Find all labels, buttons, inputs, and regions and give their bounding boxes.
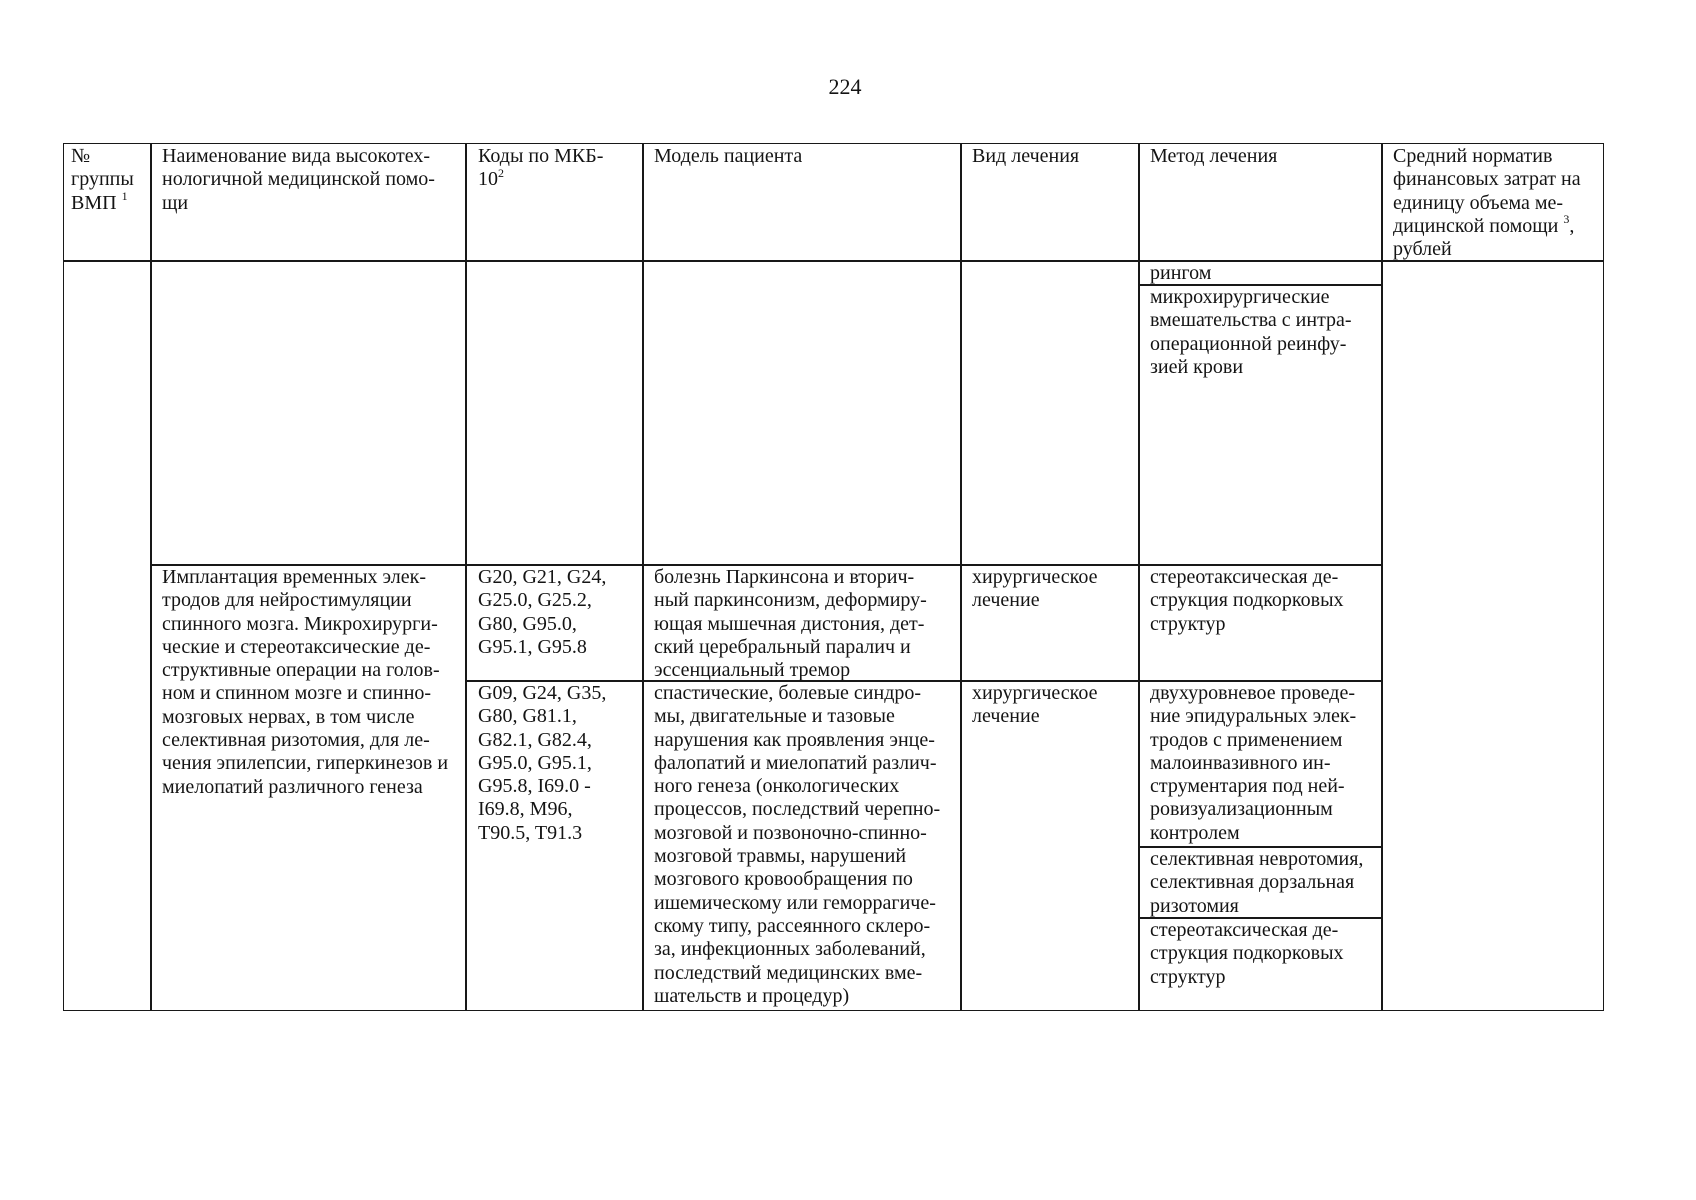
cell-icd10-codes: G09, G24, G35, G80, G81.1, G82.1, G82.4, G95.0, G95.1, G95.8, I69.0 - I69.8, M96, T90.5, T91.3 bbox=[465, 680, 644, 1011]
header-treatment-type: Вид лечения bbox=[960, 143, 1140, 262]
footnote-marker: 2 bbox=[498, 165, 504, 180]
page-number: 224 bbox=[828, 74, 862, 99]
header-avg-cost-standard-label-end: , рублей bbox=[1393, 214, 1575, 261]
cell-care-type-name-continued bbox=[150, 260, 467, 566]
cell-treatment-type-continued bbox=[960, 260, 1140, 566]
footnote-marker: 3 bbox=[1563, 212, 1570, 227]
cell-treatment-method: стереотаксическая де- струкция подкорковых структур bbox=[1138, 564, 1383, 682]
cell-icd10-codes: G20, G21, G24, G25.0, G25.2, G80, G95.0, G95.1, G95.8 bbox=[465, 564, 644, 682]
cell-treatment-type: хирургическое лечение bbox=[960, 680, 1140, 1011]
cell-group-number bbox=[63, 260, 152, 1011]
cell-avg-cost-standard bbox=[1381, 260, 1604, 1011]
cell-care-type-name: Имплантация временных элек- тродов для нейростимуляции спинного мозга. Микрохирурги- ческие и стереотаксические де- структивные операции на голов- ном и спинном мозге и спинно- мозговых нервах, в том числе селективная ризотомия, для ле- чения эпилепсии, гиперкинезов и миелопатий различного генеза bbox=[150, 564, 467, 1011]
cell-patient-model: болезнь Паркинсона и вторич- ный паркинсонизм, деформиру- ющая мышечная дистония, дет- ский церебральный паралич и эссенциальный тремор bbox=[642, 564, 962, 682]
header-group-number-label: № группы ВМП bbox=[71, 145, 134, 214]
header-icd10-codes-label: Коды по МКБ- 10 bbox=[478, 145, 604, 191]
cell-treatment-method: стереотаксическая де- струкция подкорковых структур bbox=[1138, 917, 1383, 1011]
footnote-marker: 1 bbox=[121, 188, 128, 203]
cell-icd10-codes-continued bbox=[465, 260, 644, 566]
cell-patient-model-continued bbox=[642, 260, 962, 566]
header-care-type-name: Наименование вида высокотех- нологичной медицинской помо- щи bbox=[150, 143, 467, 262]
header-icd10-codes bbox=[465, 143, 644, 262]
header-avg-cost-standard-label: Средний норматив финансовых затрат на единицу объема ме- дицинской помощи bbox=[1393, 145, 1581, 237]
header-avg-cost-standard bbox=[1381, 143, 1604, 262]
header-patient-model: Модель пациента bbox=[642, 143, 962, 262]
cell-treatment-method: селективная невротомия, селективная дорзальная ризотомия bbox=[1138, 846, 1383, 919]
cell-patient-model: спастические, болевые синдро- мы, двигательные и тазовые нарушения как проявления энце- фалопатий и миелопатий различ- ного генеза (онкологических процессов, последствий черепно- мозговой и позвоночно-спинно- мозговой травмы, нарушений мозгового кровообращения по ишемическому или геморрагиче- скому типу, рассеянного склеро- за, инфекционных заболеваний, последствий медицинских вме- шательств и процедур) bbox=[642, 680, 962, 1011]
cell-treatment-type: хирургическое лечение bbox=[960, 564, 1140, 682]
header-group-number bbox=[63, 143, 152, 262]
cell-treatment-method: микрохирургические вмешательства с интра- операционной реинфу- зией крови bbox=[1138, 284, 1383, 566]
cell-treatment-method: рингом bbox=[1138, 260, 1383, 286]
cell-treatment-method: двухуровневое проведе- ние эпидуральных элек- тродов с применением малоинвазивного ин- струментария под ней- ровизуализационным контролем bbox=[1138, 680, 1383, 848]
header-treatment-method: Метод лечения bbox=[1138, 143, 1383, 262]
